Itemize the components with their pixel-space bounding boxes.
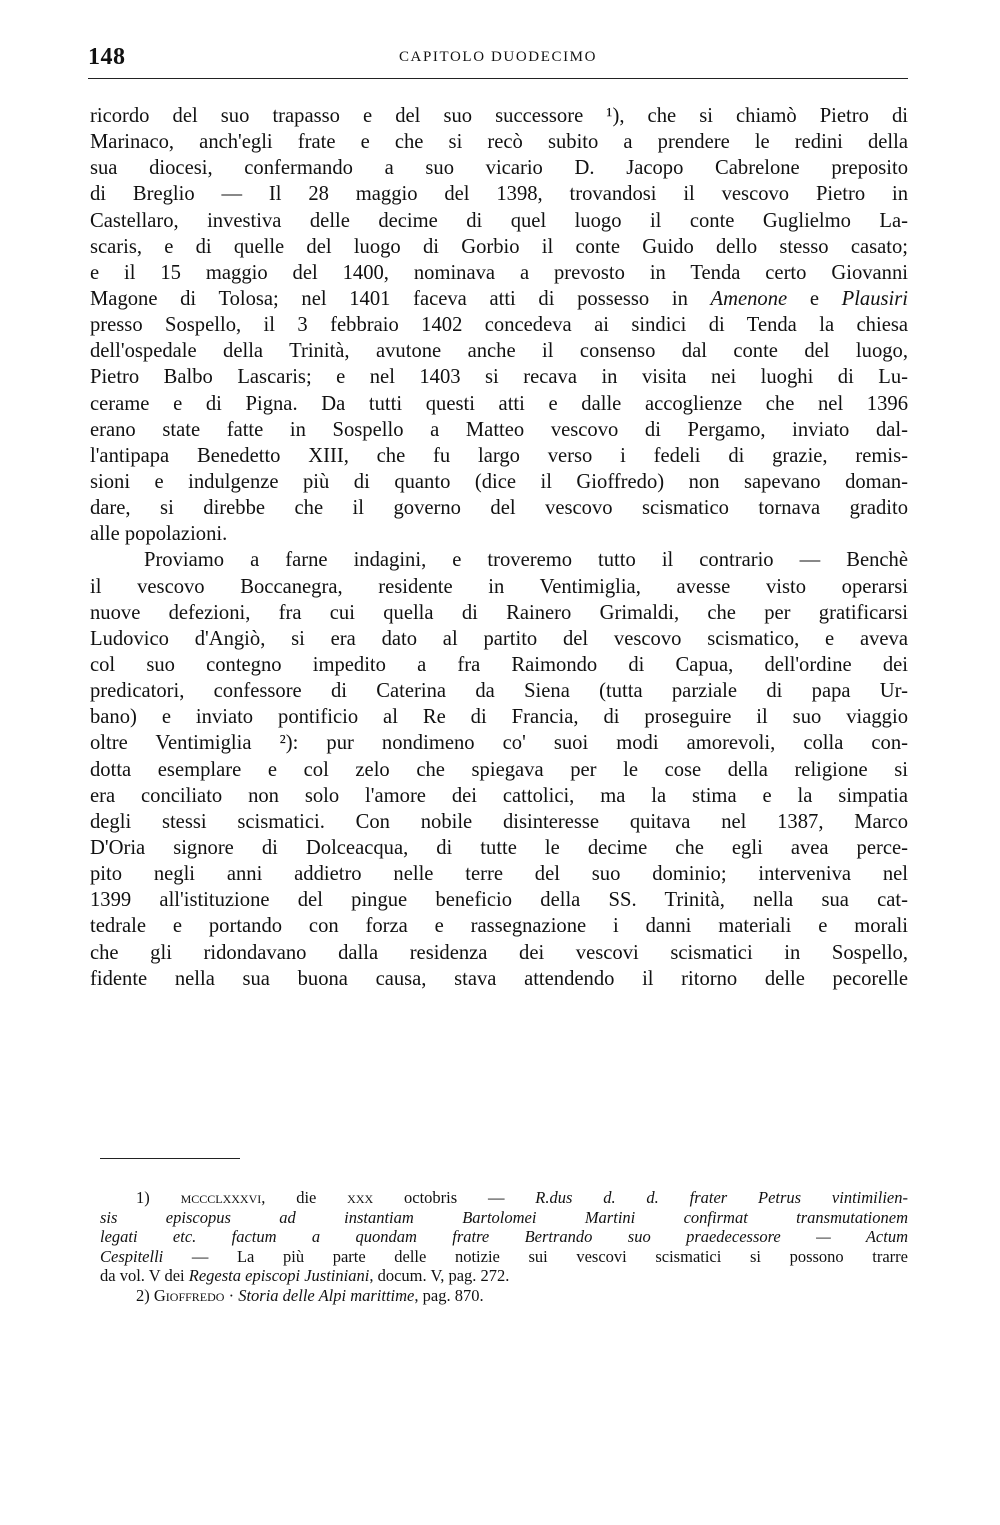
text-line: sua diocesi, confermando a suo vicario D. Jacopo Cabrelone preposito bbox=[90, 157, 908, 180]
text-line: 1399 all'istituzione del pingue beneficio della SS. Trinità, nella sua cat- bbox=[90, 889, 908, 912]
text-line: Pietro Balbo Lascaris; e nel 1403 si recava in visita nei luoghi di Lu- bbox=[90, 366, 908, 389]
text-line: presso Sospello, il 3 febbraio 1402 concedeva ai sindici di Tenda la chiesa bbox=[90, 314, 908, 337]
main-text bbox=[90, 103, 908, 992]
running-head bbox=[88, 44, 908, 76]
text-line: che gli ridondavano dalla residenza dei vescovi scismatici in Sospello, bbox=[90, 941, 908, 964]
text-line: pito negli anni addietro nelle terre del suo dominio; interveniva nel bbox=[90, 863, 908, 886]
place-name-italic: Plausiri bbox=[841, 287, 908, 310]
text-line: Proviamo a farne indagini, e troveremo tutto il contrario — Benchè bbox=[144, 549, 908, 572]
text-segment: Magone di Tolosa; nel 1401 faceva atti di possesso in bbox=[90, 287, 711, 310]
header-rule bbox=[88, 78, 908, 79]
text-line: Castellaro, investiva delle decime di quel luogo il conte Guglielmo La- bbox=[90, 209, 908, 232]
text-line: predicatori, confessore di Caterina da Siena (tutta parziale di papa Ur- bbox=[90, 680, 908, 703]
text-line bbox=[90, 286, 908, 312]
text-line: era conciliato non solo l'amore dei cattolici, ma la stima e la simpatia bbox=[90, 784, 908, 807]
text-line: cerame e di Pigna. Da tutti questi atti e dalle accoglienze che nel 1396 bbox=[90, 392, 908, 415]
text-line: dare, si direbbe che il governo del vescovo scismatico tornava gradito bbox=[90, 497, 908, 520]
text-line: scaris, e di quelle del luogo di Gorbio il conte Guido dello stesso casato; bbox=[90, 235, 908, 258]
text-line: e il 15 maggio del 1400, nominava a prevosto in Tenda certo Giovanni bbox=[90, 261, 908, 284]
footnote-text: , die bbox=[261, 1188, 348, 1207]
text-line: Ludovico d'Angiò, si era dato al partito del vescovo scismatico, e aveva bbox=[90, 627, 908, 650]
text-line: alle popolazioni. bbox=[90, 523, 228, 546]
footnote-1-line bbox=[100, 1247, 908, 1267]
footnote-source-title: Storia delle Alpi marittime bbox=[238, 1285, 415, 1305]
text-line: il vescovo Boccanegra, residente in Ventimiglia, avesse visto operarsi bbox=[90, 575, 908, 598]
text-line: dell'ospedale della Trinità, avutone anche il consenso dal conte del luogo, bbox=[90, 340, 908, 363]
text-line: sioni e indulgenze più di quanto (dice il Gioffredo) non sapevano doman- bbox=[90, 470, 908, 493]
footnote-date-day: xxx bbox=[347, 1188, 374, 1207]
chapter-title: CAPITOLO DUODECIMO bbox=[398, 49, 598, 65]
text-line: erano state fatte in Sospello a Matteo vescovo di Pergamo, inviato dal- bbox=[90, 418, 908, 441]
footnote-text: , docum. V, pag. 272. bbox=[369, 1266, 510, 1285]
footnote-text: da vol. V dei bbox=[100, 1266, 189, 1285]
text-line: ricordo del suo trapasso e del suo successore ¹), che si chiamò Pietro di bbox=[90, 105, 908, 127]
footnote-source-title: Regesta episcopi Justiniani bbox=[188, 1266, 370, 1285]
place-name-italic: Amenone bbox=[710, 287, 788, 310]
footnote-1-line: legati etc. factum a quondam fratre Bertrando suo praedecessore — Actum bbox=[100, 1227, 908, 1246]
footnote-marker: 1) bbox=[136, 1188, 181, 1207]
text-segment: e bbox=[787, 287, 842, 310]
text-line: D'Oria signore di Dolceacqua, di tutte le decime che egli avea perce- bbox=[90, 836, 908, 859]
footnote-text: · bbox=[224, 1285, 239, 1305]
footnote-author: Gioffredo bbox=[153, 1285, 225, 1305]
footnote-1-line bbox=[100, 1266, 908, 1286]
text-line: col suo contegno impedito a fra Raimondo di Capua, dell'ordine dei bbox=[90, 653, 908, 676]
text-line: oltre Ventimiglia ²): pur nondimeno co' suoi modi amorevoli, colla con- bbox=[90, 732, 908, 755]
footnote-1-line bbox=[100, 1188, 908, 1208]
footnote-text: , pag. 870. bbox=[414, 1285, 484, 1305]
footnote-quote: Cespitelli bbox=[100, 1246, 164, 1266]
footnote-marker: 2) bbox=[136, 1285, 154, 1305]
text-line: fidente nella sua buona causa, stava attendendo il ritorno delle pecorelle bbox=[90, 967, 908, 990]
footnote-2-line bbox=[100, 1286, 908, 1306]
text-line: degli stessi scismatici. Con nobile disinteresse quitava nel 1387, Marco bbox=[90, 810, 908, 833]
footnote-rule bbox=[100, 1158, 240, 1159]
text-line: nuove defezioni, fra cui quella di Rainero Grimaldi, che per gratificarsi bbox=[90, 601, 908, 624]
footnotes bbox=[100, 1188, 908, 1305]
text-line: tedrale e portando con forza e rassegnazione i danni materiali e morali bbox=[90, 915, 908, 938]
page-number: 148 bbox=[88, 44, 126, 70]
text-line: di Breglio — Il 28 maggio del 1398, trovandosi il vescovo Pietro in bbox=[90, 183, 908, 206]
text-line: dotta esemplare e col zelo che spiegava per le cose della religione si bbox=[90, 758, 908, 781]
footnote-text: — La più parte delle notizie sui vescovi scismatici si possono trarre bbox=[163, 1246, 908, 1266]
footnote-text: octobris — bbox=[373, 1188, 536, 1207]
footnote-date-year: mccclxxxvi bbox=[180, 1188, 262, 1207]
text-line: l'antipapa Benedetto XIII, che fu largo verso i fedeli di grazie, remis- bbox=[90, 444, 908, 467]
footnote-quote: R.dus d. d. frater Petrus vintimilien- bbox=[535, 1188, 908, 1207]
text-line: bano) e inviato pontificio al Re di Francia, di proseguire il suo viaggio bbox=[90, 706, 908, 729]
text-line: Marinaco, anch'egli frate e che si recò subito a prendere le redini della bbox=[90, 131, 908, 154]
footnote-1-line: sis episcopus ad instantiam Bartolomei Martini confirmat transmutationem bbox=[100, 1207, 908, 1227]
